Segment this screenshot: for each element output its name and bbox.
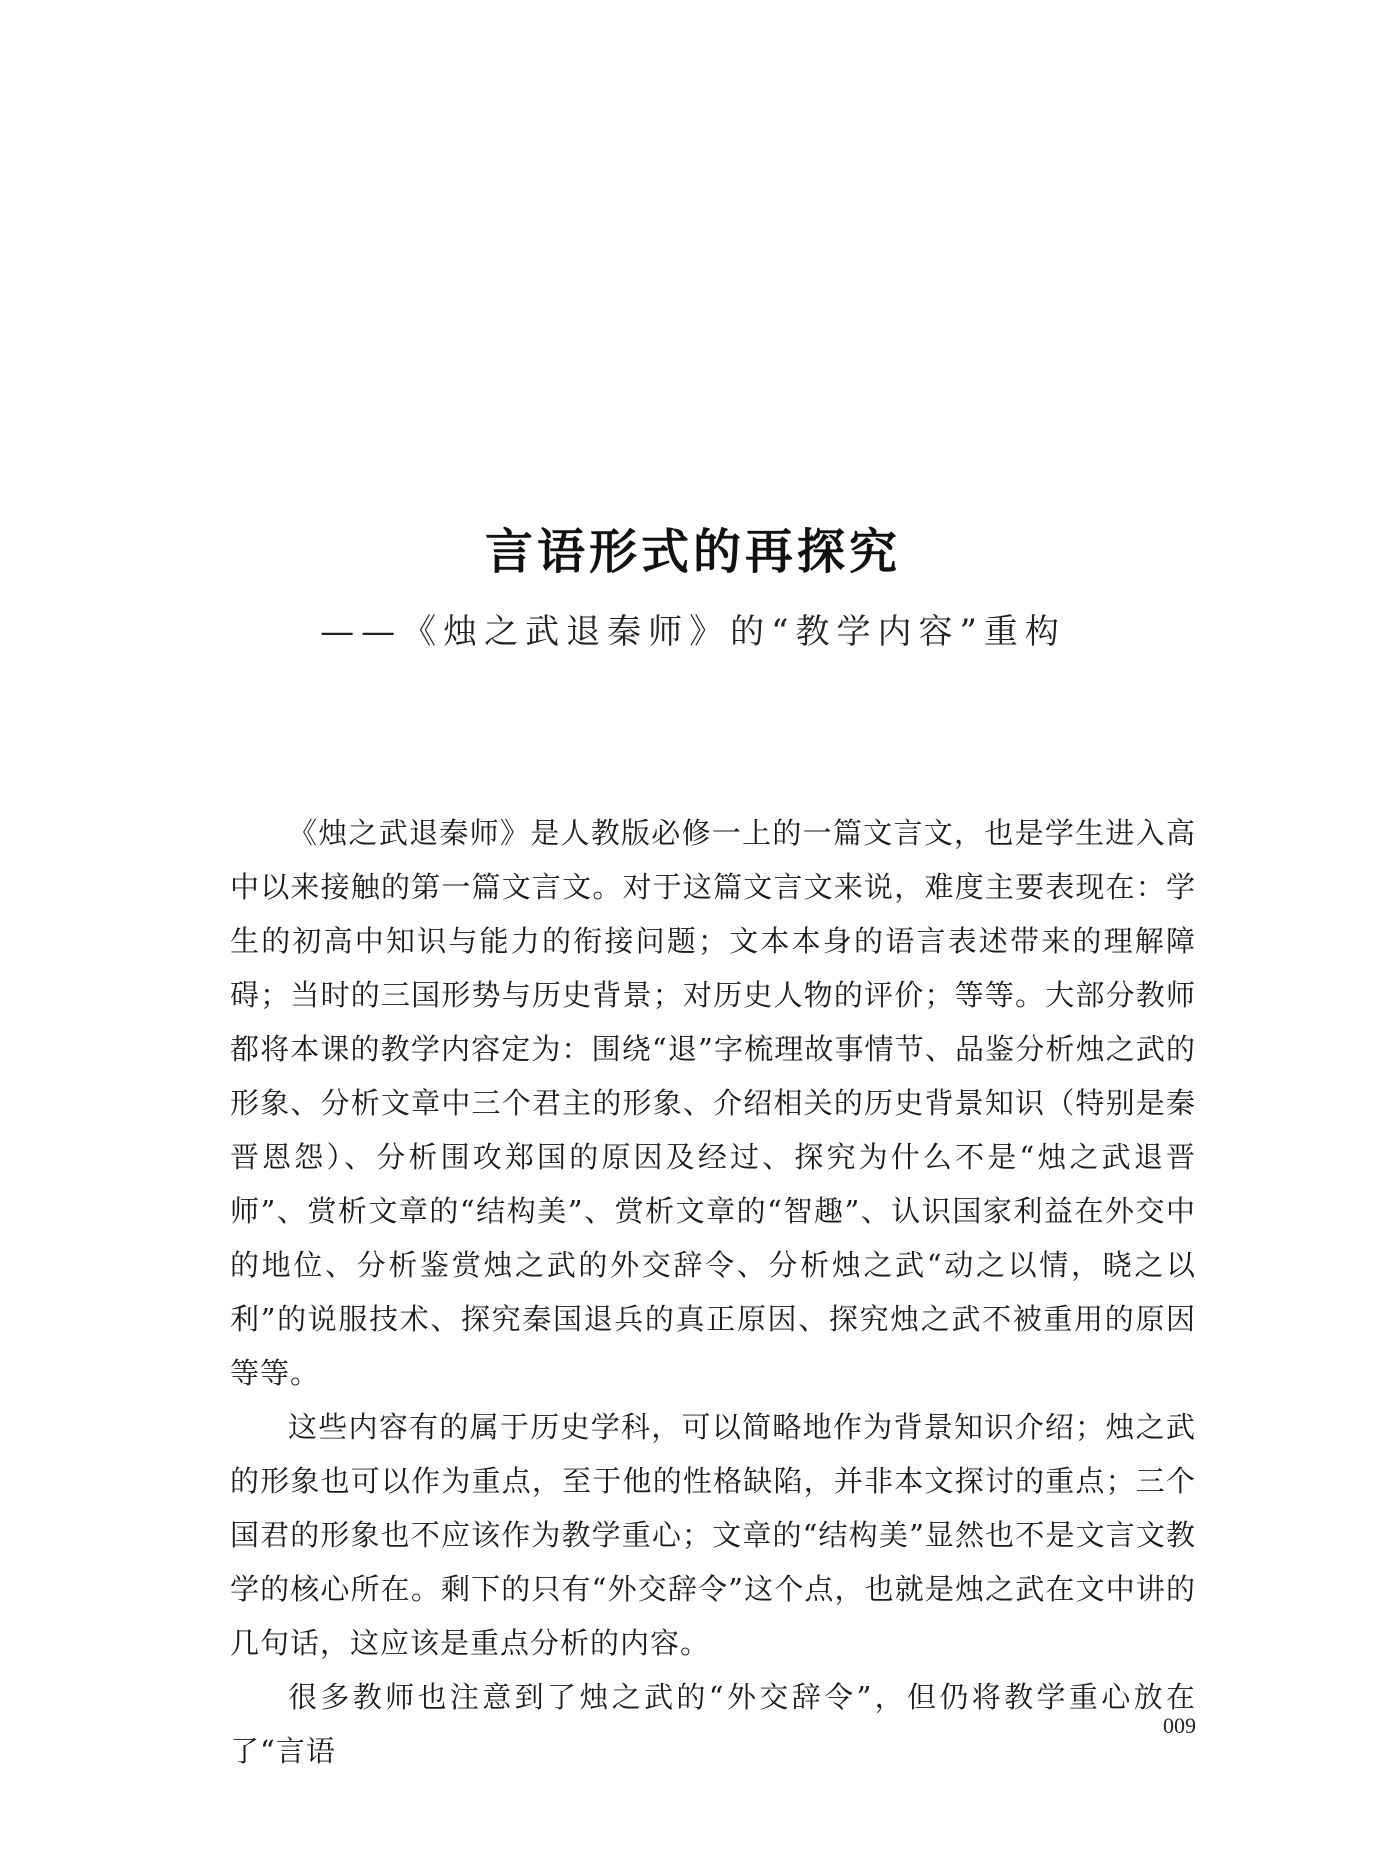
paragraph-1: 《烛之武退秦师》是人教版必修一上的一篇文言文，也是学生进入高中以来接触的第一篇文言文。对于这篇文言文来说，难度主要表现在：学生的初高中知识与能力的衔接问题；文本本身的语言表述带来的理解障碍；当时的三国形势与历史背景；对历史人物的评价；等等。大部分教师都将本课的教学内容定为：围绕“退”字梳理故事情节、品鉴分析烛之武的形象、分析文章中三个君主的形象、介绍相关的历史背景知识（特别是秦晋恩怨）、分析围攻郑国的原因及经过、探究为什么不是“烛之武退晋师”、赏析文章的“结构美”、赏析文章的“智趣”、认识国家利益在外交中的地位、分析鉴赏烛之武的外交辞令、分析烛之武“动之以情，晓之以利”的说服技术、探究秦国退兵的真正原因、探究烛之武不被重用的原因等等。	[230, 816, 1196, 1390]
article-title: 言语形式的再探究	[484, 524, 901, 580]
article-subtitle: ——《烛之武退秦师》的“教学内容”重构	[320, 612, 1066, 652]
article-body	[230, 806, 1196, 1778]
paragraph-2: 这些内容有的属于历史学科，可以简略地作为背景知识介绍；烛之武的形象也可以作为重点，至于他的性格缺陷，并非本文探讨的重点；三个国君的形象也不应该作为教学重心；文章的“结构美”显然也不是文言文教学的核心所在。剩下的只有“外交辞令”这个点，也就是烛之武在文中讲的几句话，这应该是重点分析的内容。	[230, 1410, 1196, 1660]
page-number: 009	[1163, 1713, 1196, 1738]
paragraph-3: 很多教师也注意到了烛之武的“外交辞令”，但仍将教学重心放在了“言语	[230, 1680, 1196, 1768]
